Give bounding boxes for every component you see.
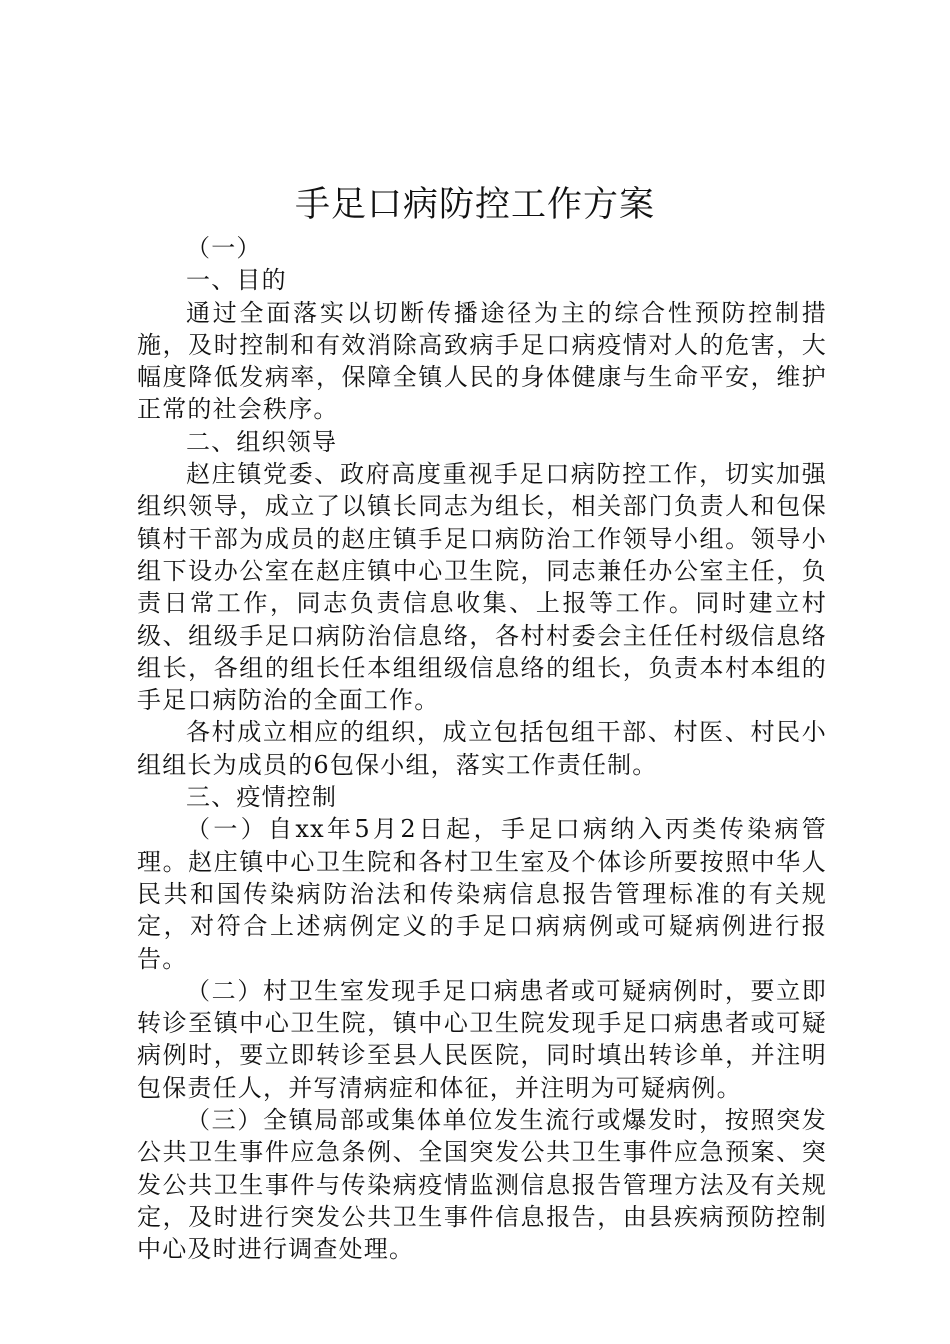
paragraph-leadership: 赵庄镇党委、政府高度重视手足口病防控工作，切实加强组织领导，成立了以镇长同志为组长，相关部门负责人和包保镇村干部为成员的赵庄镇手足口病防治工作领导小组。领导小组下设办公室在赵庄镇中心卫生院，同志兼任办公室主任，负责日常工作，同志负责信息收集、上报等工作。同时建立村级、组级手足口病防治信息络，各村村委会主任任村级信息络组长，各组的组长任本组组级信息络的组长，负责本村本组的手足口病防治的全面工作。 bbox=[137, 460, 827, 715]
part-label: （一） bbox=[186, 234, 262, 262]
section-heading-epidemic-control: 三、疫情控制 bbox=[186, 783, 338, 812]
section-heading-leadership: 二、组织领导 bbox=[186, 427, 338, 456]
document-title: 手足口病防控工作方案 bbox=[294, 185, 655, 225]
paragraph-control-item-1: （一）自xx年5月2日起，手足口病纳入丙类传染病管理。赵庄镇中心卫生院和各村卫生室及个体诊所要按照中华人民共和国传染病防治法和传染病信息报告管理标准的有关规定，对符合上述病例定义的手足口病病例或可疑病例进行报告。 bbox=[137, 815, 827, 973]
paragraph-village-organization: 各村成立相应的组织，成立包括包组干部、村医、村民小组组长为成员的6包保小组，落实工作责任制。 bbox=[137, 718, 827, 779]
paragraph-purpose: 通过全面落实以切断传播途径为主的综合性预防控制措施，及时控制和有效消除高致病手足口病疫情对人的危害，大幅度降低发病率，保障全镇人民的身体健康与生命平安，维护正常的社会秩序。 bbox=[137, 298, 827, 424]
document-body bbox=[137, 232, 827, 1266]
paragraph-control-item-3: （三）全镇局部或集体单位发生流行或爆发时，按照突发公共卫生事件应急条例、全国突发公共卫生事件应急预案、突发公共卫生事件与传染病疫情监测信息报告管理方法及有关规定，及时进行突发公共卫生事件信息报告，由县疾病预防控制中心及时进行调查处理。 bbox=[137, 1106, 827, 1264]
section-heading-purpose: 一、目的 bbox=[186, 266, 287, 295]
paragraph-control-item-2: （二）村卫生室发现手足口病患者或可疑病例时，要立即转诊至镇中心卫生院，镇中心卫生院发现手足口病患者或可疑病例时，要立即转诊至县人民医院，同时填出转诊单，并注明包保责任人，并写清病症和体征，并注明为可疑病例。 bbox=[137, 976, 827, 1102]
